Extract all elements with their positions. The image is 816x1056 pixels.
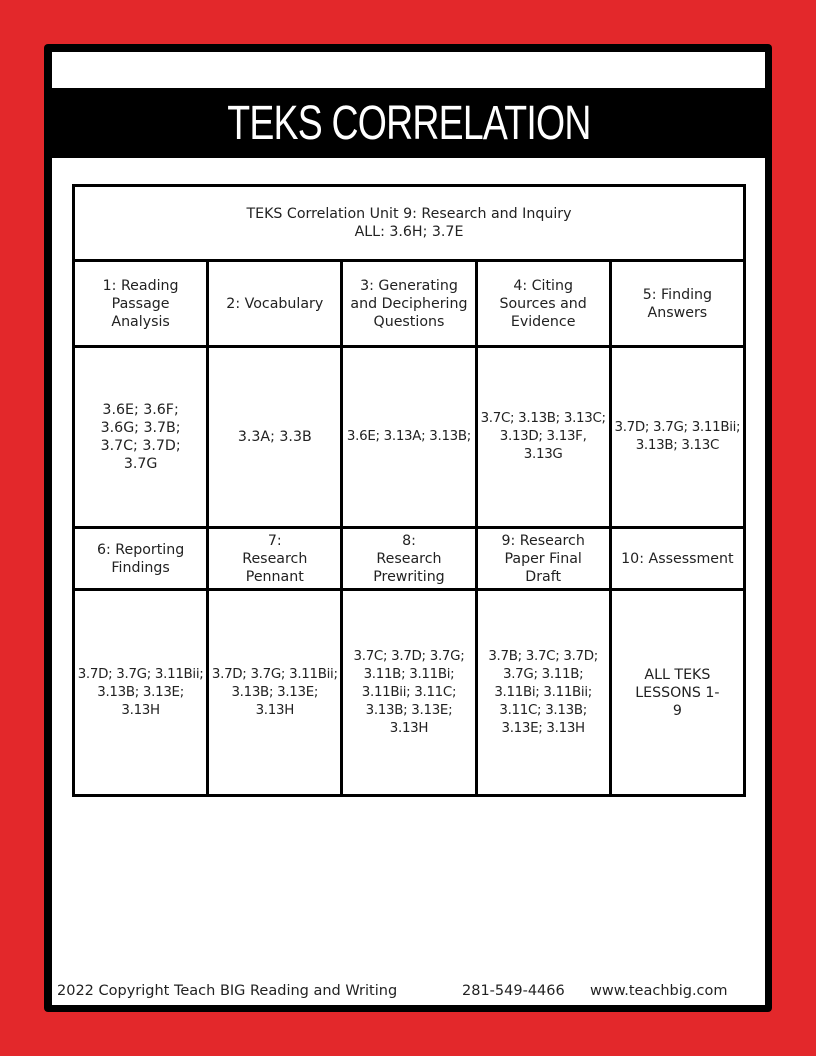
table-header-row [74, 186, 745, 261]
footer-phone: 281-549-4466 [462, 983, 565, 999]
lesson-teks-row [74, 590, 745, 796]
footer-copyright: 2022 Copyright Teach BIG Reading and Writing [57, 983, 398, 999]
lesson-label-row [74, 528, 745, 590]
lesson-teks: 3.7D; 3.7G; 3.11Bii; 3.13B; 3.13E; 3.13H [208, 590, 342, 796]
teks-correlation-table [72, 184, 746, 797]
title-banner [52, 88, 765, 158]
lesson-label: 8: Research Prewriting [342, 528, 476, 590]
lesson-label: 9: Research Paper Final Draft [476, 528, 610, 590]
page-title: TEKS CORRELATION [226, 96, 591, 150]
lesson-label: 2: Vocabulary [208, 261, 342, 347]
lesson-label: 5: Finding Answers [610, 261, 744, 347]
footer-website[interactable]: www.teachbig.com [590, 983, 728, 999]
table-header-all-teks: ALL: 3.6H; 3.7E [354, 224, 464, 240]
table-header-title: TEKS Correlation Unit 9: Research and Inquiry [246, 206, 572, 222]
lesson-label: 4: Citing Sources and Evidence [476, 261, 610, 347]
lesson-label: 3: Generating and Deciphering Questions [342, 261, 476, 347]
lesson-teks-row [74, 347, 745, 528]
lesson-label: 1: Reading Passage Analysis [74, 261, 208, 347]
lesson-teks: 3.6E; 3.6F; 3.6G; 3.7B; 3.7C; 3.7D; 3.7G [74, 347, 208, 528]
lesson-label: 6: Reporting Findings [74, 528, 208, 590]
lesson-teks: 3.7D; 3.7G; 3.11Bii; 3.13B; 3.13C [610, 347, 744, 528]
table-header-cell [74, 186, 745, 261]
lesson-teks: 3.3A; 3.3B [208, 347, 342, 528]
lesson-label: 10: Assessment [610, 528, 744, 590]
lesson-label-row [74, 261, 745, 347]
lesson-label: 7: Research Pennant [208, 528, 342, 590]
lesson-teks: ALL TEKS LESSONS 1-9 [610, 590, 744, 796]
lesson-teks: 3.6E; 3.13A; 3.13B; [342, 347, 476, 528]
lesson-teks: 3.7B; 3.7C; 3.7D; 3.7G; 3.11B; 3.11Bi; 3.11Bii; 3.11C; 3.13B; 3.13E; 3.13H [476, 590, 610, 796]
lesson-teks: 3.7D; 3.7G; 3.11Bii; 3.13B; 3.13E; 3.13H [74, 590, 208, 796]
lesson-teks: 3.7C; 3.13B; 3.13C; 3.13D; 3.13F, 3.13G [476, 347, 610, 528]
lesson-teks: 3.7C; 3.7D; 3.7G; 3.11B; 3.11Bi; 3.11Bii; 3.11C; 3.13B; 3.13E; 3.13H [342, 590, 476, 796]
